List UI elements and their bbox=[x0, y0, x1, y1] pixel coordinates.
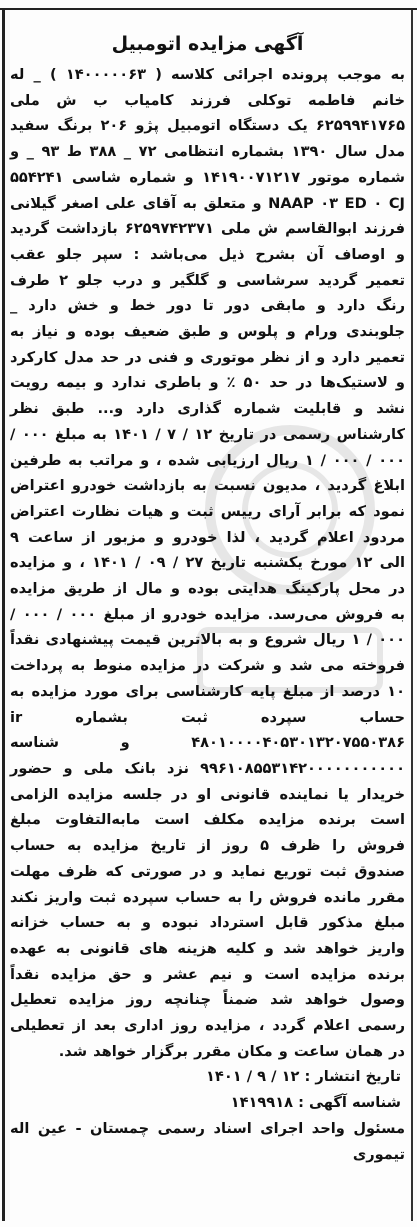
notice-id: شناسه آگهی : ۱۴۱۹۹۱۸ bbox=[230, 1094, 401, 1112]
publish-date: تاریخ انتشار : ۱۲ / ۹ / ۱۴۰۱ bbox=[206, 1068, 401, 1086]
left-border bbox=[2, 10, 5, 1221]
signature-line: مسئول واحد اجرای اسناد رسمی چمستان - عین اله تیموری bbox=[10, 1119, 405, 1163]
top-rule bbox=[0, 8, 417, 10]
right-border bbox=[411, 10, 413, 1221]
notice-content bbox=[10, 30, 405, 1167]
notice-title: آگهی مزایده اتومبیل bbox=[111, 33, 304, 55]
notice-body: به موجب پرونده اجرائی کلاسه ( ۱۴۰۰۰۰۰۶۳ ) _ له خانم فاطمه توکلی فرزند کامیاب ب ش ملی ۶۲۵۹۹۴۱۷۶۵ یک دستگاه اتومبیل پژو ۲۰۶ برنگ سفید مدل سال ۱۳۹۰ بشماره انتظامی ۷۲ _ ۳۸۸ ط ۹۳ _ و شماره موتور ۱۴۱۹۰۰۷۱۲۱۷ و شماره شاسی ۵۵۴۲۴۱ NAAP ۰۳ ED ۰ CJ و متعلق به آقای علی اصغر گیلانی فرزند ابوالقاسم ش ملی ۶۲۵۹۷۴۲۳۷۱ بازداشت گردید و اوصاف آن بشرح ذیل می‌باشد : سپر جلو عقب تعمیر گردید سرشاسی و گلگیر و درب جلو ۲ طرف رنگ دارد و مابقی دور تا دور خط و خش دارد _ جلوبندی ورام و پلوس و طبق ضعیف بوده و نیاز به تعمیر دارد و از نظر موتوری و فنی در حد مدل کارکرد و لاستیک‌ها در حد ۵۰ ٪ و باطری ندارد و بیمه رویت نشد و قابلیت شماره گذاری دارد و... طبق نظر کارشناس رسمی در تاریخ ۱۲ / ۷ / ۱۴۰۱ به مبلغ ۰۰۰ / ۰۰۰ / ۰۰۰ / ۱ ریال ارزیابی شده ، و مراتب به طرفین ابلاغ گردید ، مدیون نسبت به بازداشت خودرو اعتراض نمود که برابر آرای رییس ثبت و هیات نظارت اعتراض مردود اعلام گردید ، لذا خودرو و مزبور از ساعت ۹ الی ۱۲ مورخ یکشنبه تاریخ ۲۷ / ۰۹ / ۱۴۰۱ ، و مزایده در محل پارکینگ هدایتی بوده و مال از طریق مزایده به فروش می‌رسد. مزایده خودرو از مبلغ ۰۰۰ / ۰۰۰ / ۰۰۰ / ۱ ریال شروع و به بالاترین قیمت پیشنهادی نقداً فروخته می شد و شرکت در مزایده منوط به پرداخت ۱۰ درصد از مبلغ پایه کارشناسی برای مورد مزایده به حساب سپرده ثبت بشماره ir ۴۸۰۱۰۰۰۰۴۰۵۳۰۱۳۲۰۷۵۵۰۳۸۶ و شناسه ۹۹۶۱۰۸۵۵۳۱۴۲۰۰۰۰۰۰۰۰۰۰۰ نزد بانک ملی و حضور خریدار یا نماینده قانونی او در جلسه مزایده الزامی است برنده مزایده مکلف است مابه‌التفاوت مبلغ فروش را ظرف ۵ روز از تاریخ مزایده به حساب صندوق ثبت توریع نماید و در صورتی که ظرف مهلت مقرر مانده فروش را به حساب سپرده ثبت واریز نکند مبلغ مذکور قابل استرداد نبوده و به حساب خزانه واریز خواهد شد و کلیه هزینه های قانونی به عهده برنده مزایده است و نیم عشر و حق مزایده نقداً وصول خواهد شد ضمناً چنانچه روز مزایده تعطیل رسمی اعلام گردد ، مزایده روز اداری بعد از تعطیلی در همان ساعت و مکان مقرر برگزار خواهد شد. bbox=[10, 66, 406, 1060]
notice-meta bbox=[10, 1064, 405, 1115]
